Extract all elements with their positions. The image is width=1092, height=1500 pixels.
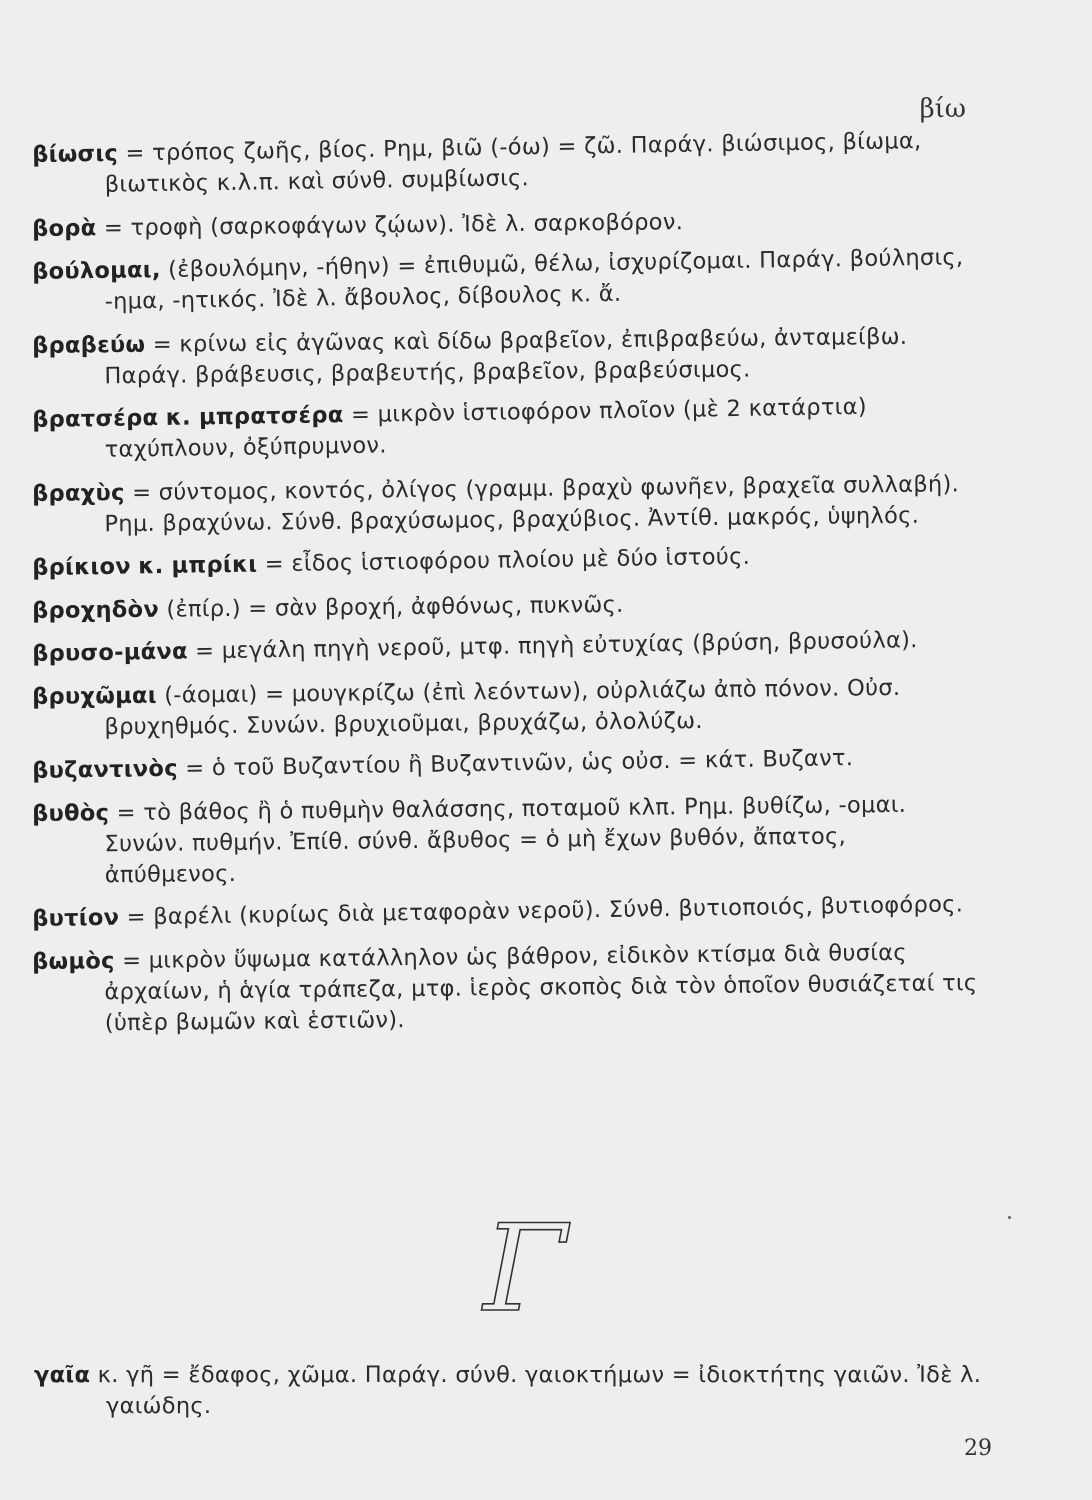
section-letter: Γ (483, 1200, 567, 1328)
entry (32, 204, 982, 245)
entry-headword: βίωσις (32, 140, 119, 168)
entry-headword: γαῖα (34, 1362, 91, 1388)
entry-variant: κ. μπρίκι (138, 551, 258, 580)
entry-headword: βορὰ (32, 215, 97, 242)
entry (32, 125, 983, 202)
entry (32, 937, 983, 1040)
entry-headword: βωμὸς (32, 948, 115, 975)
entry-definition: = τρόπος ζωῆς, βίος. Ρημ, βιῶ (-όω) = ζῶ. Παράγ. βιώσιμος, βίωμα, βιωτικὸς κ.λ.π. καὶ σύνθ. συμβίωσις. (104, 128, 922, 198)
entry-definition: (ἐβουλόμην, -ήθην) = ἐπιθυμῶ, θέλω, ἰσχυρίζομαι. Παράγ. βούλησις, -ημα, -ητικός. Ἰδὲ λ. ἄβουλος, δίβουλος κ. ἄ. (104, 244, 964, 315)
entry-definition: = σύντομος, κοντός, ὀλίγος (γραμμ. βραχὺ φωνῆεν, βραχεῖα συλλαβή). Ρημ. βραχύνω. Σύνθ. βραχύσωμος, βραχύβιος. Ἀντίθ. μακρός, ὑψηλός. (104, 471, 960, 538)
entry-definition: = βαρέλι (κυρίως διὰ μεταφορὰν νεροῦ). Σύνθ. βυτιοποιός, βυτιοφόρος. (126, 891, 964, 931)
entry-headword: βυτίον (32, 904, 120, 932)
entry (32, 789, 983, 892)
entry (32, 242, 983, 319)
entry (32, 624, 982, 670)
entry (32, 672, 983, 744)
entry-headword: βροχηδὸν (32, 596, 160, 624)
entry-headword: βρυσο-μάνα (32, 638, 188, 667)
page-number: 29 (964, 1436, 992, 1461)
entry-list (32, 128, 982, 1052)
entry-headword: βυθὸς (32, 800, 110, 827)
entry-definition: = κρίνω εἰς ἀγῶνας καὶ δίδω βραβεῖον, ἐπιβραβεύω, ἀνταμείβω. Παράγ. βράβευσις, βραβευτής, βραβεῖον, βραβεύσιμος. (104, 323, 908, 390)
entry-variant: κ. γῆ (97, 1362, 155, 1388)
entry-headword: βυζαντινὸς (32, 755, 179, 784)
entry-definition: = μικρὸν ἱστιοφόρον πλοῖον (μὲ 2 κατάρτια) ταχύπλουν, ὀξύπρυμνον. (104, 393, 868, 463)
entry-definition: (ἐπίρ.) = σὰν βροχή, ἀφθόνως, πυκνῶς. (166, 591, 624, 623)
entry-headword: βούλομαι, (32, 256, 161, 285)
speck (1008, 1216, 1011, 1219)
entry-definition: = τὸ βάθος ἢ ὁ πυθμὴν θαλάσσης, ποταμοῦ κλπ. Ρημ. βυθίζω, -ομαι. Συνών. πυθμήν. Ἐπίθ. σύνθ. ἄβυθος = ὁ μὴ ἔχων βυθόν, ἄπατος, ἀπύθμενος. (104, 791, 907, 889)
entry (32, 889, 982, 935)
entry-definition: (-άομαι) = μουγκρίζω (ἐπὶ λεόντων), οὐρλιάζω ἀπὸ πόνον. Οὐσ. βρυχηθμός. Συνών. βρυχιοῦμαι, βρυχάζω, ὀλολύζω. (104, 674, 901, 741)
entry (32, 538, 982, 584)
entry-variant: κ. μπρατσέρα (165, 402, 344, 431)
entry (32, 390, 983, 467)
entry-headword: βρίκιον (32, 553, 132, 581)
entry-headword: βρυχῶμαι (32, 682, 157, 710)
entry (32, 586, 982, 627)
entry-gaia (34, 1360, 1066, 1422)
entry-headword: βραβεύω (32, 331, 146, 359)
entry-headword: βραχὺς (32, 480, 125, 507)
entry-definition: = μικρὸν ὕψωμα κατάλληλον ὡς βάθρον, εἰδικὸν κτίσμα διὰ θυσίας ἀρχαίων, ἡ ἁγία τράπεζα, μτφ. ἱερὸς σκοπὸς διὰ τὸν ὁποῖον θυσιάζεταί τις (ὑπὲρ βωμῶν καὶ ἑστιῶν). (104, 939, 978, 1037)
running-head: βίω (919, 94, 966, 124)
entry-definition: = ἔδαφος, χῶμα. Παράγ. σύνθ. γαιοκτήμων = ἰδιοκτήτης γαιῶν. Ἰδὲ λ. γαιώδης. (106, 1362, 982, 1419)
entry-definition: = εἶδος ἱστιοφόρου πλοίου μὲ δύο ἱστούς. (264, 543, 751, 578)
entry-definition: = μεγάλη πηγὴ νεροῦ, μτφ. πηγὴ εὐτυχίας (βρύση, βρυσούλα). (194, 627, 918, 665)
entry (32, 741, 982, 787)
entry-definition: = ὁ τοῦ Βυζαντίου ἢ Βυζαντινῶν, ὡς οὐσ. = κάτ. Βυζαντ. (185, 745, 854, 782)
entry (32, 469, 983, 541)
section-letter-ornament (470, 1198, 580, 1328)
entry-headword: βρατσέρα (32, 405, 159, 433)
entry (32, 321, 983, 393)
entry-definition: = τροφὴ (σαρκοφάγων ζῴων). Ἰδὲ λ. σαρκοβόρον. (103, 209, 684, 242)
